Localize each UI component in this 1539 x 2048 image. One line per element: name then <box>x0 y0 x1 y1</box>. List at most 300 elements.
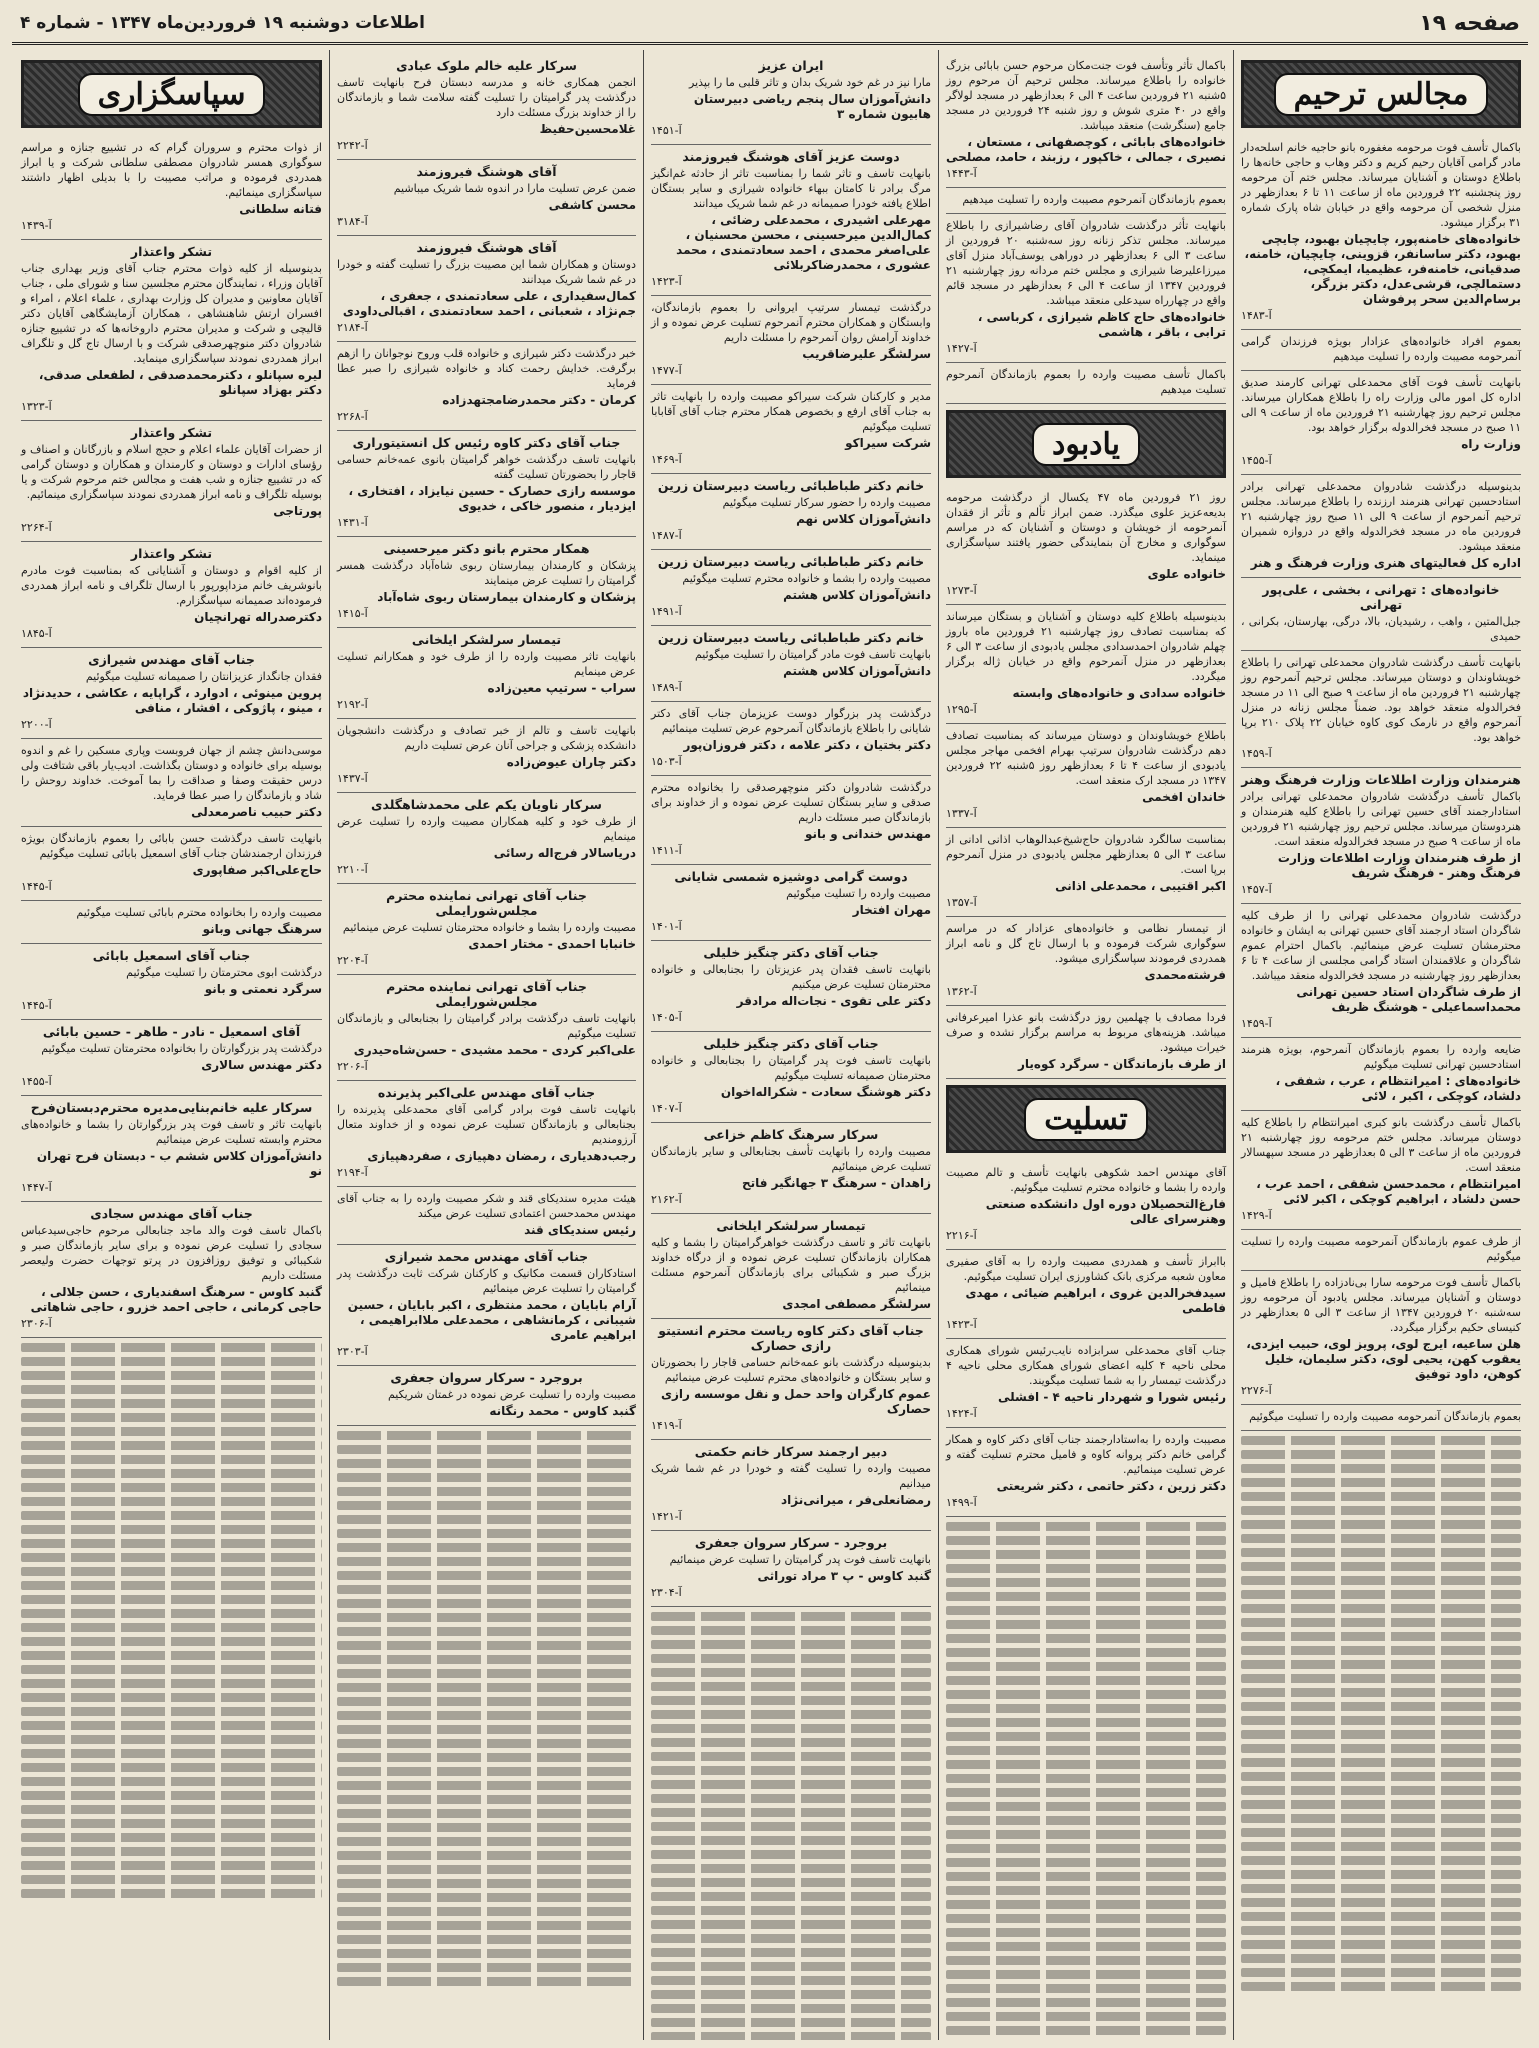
notice-body: بانهایت تاسف فقدان پدر عزیزتان را بجنابعالی و خانواده محترمتان تسلیت عرض میکنیم <box>651 963 931 991</box>
notice <box>21 944 322 1020</box>
notice <box>1241 1230 1521 1271</box>
notice <box>946 1339 1226 1428</box>
text-line <box>1241 1576 1521 1585</box>
text-line <box>946 1536 1226 1545</box>
text-line <box>337 1641 636 1650</box>
notice <box>337 1187 636 1245</box>
notice-ref: آ-۱۴۴۷ <box>21 1181 52 1194</box>
text-line <box>1241 1450 1521 1459</box>
notice-body: بانهایت تاسف فوت پدر گرامیتان را تسلیت عرض مینمائیم <box>669 1553 931 1566</box>
filler-lines <box>1241 1436 1521 1991</box>
notice-ref: آ-۱۳۵۷ <box>946 896 977 909</box>
text-line <box>337 1599 636 1608</box>
notice-body: بانهایت تاسف درگذشت برادر گرامیتان را بجنابعالی و بازماندگان تسلیت میگوئیم <box>337 1012 636 1040</box>
notice-body: باکمال تأسف درگذشت شادروان محمدعلی تهرانی برادر استادارجمند آقای حسین تهرانی را باطلاع کلیه هنرمندان و هنردوستان میرساند. مجلس ترحیم روز چهارشنبه ۲۱ فروردین ماه از ساعت ۹ صبح در مسجد فخرالدوله منعقد است. <box>1241 790 1521 848</box>
text-line <box>946 1690 1226 1699</box>
notice <box>337 719 636 793</box>
notice-ref: آ-۱۲۹۵ <box>946 703 977 716</box>
notice <box>651 1123 931 1214</box>
notice <box>337 54 636 160</box>
text-line <box>946 1634 1226 1643</box>
notice-body: دوستان و همکاران شما این مصیبت بزرگ را تسلیت گفته و خودرا در غم شما شریک میدانند <box>337 258 636 286</box>
notice <box>651 1214 931 1319</box>
notice-signature: رمضانعلی‌فر ، میرانی‌نژاد <box>780 1493 931 1507</box>
notice-signature: رئیس شورا و شهردار ناحیه ۴ - افشلی <box>997 1390 1226 1404</box>
notice-body: باطلاع خویشاوندان و دوستان میرساند که بمناسبت تصادف دهم درگذشت شادروان سرتیپ بهرام افخمی مهاجر مجلس یادبودی از ساعت ۴ تا ۶ بعدازظهر روز ۵شنبه ۲۲ فروردین ۱۳۴۷ در مسجد ارک منعقد است. <box>946 729 1226 787</box>
notice-ref: آ-۱۴۱۵ <box>337 607 368 620</box>
columns <box>14 50 1528 2040</box>
text-line <box>946 1886 1226 1895</box>
text-line <box>337 1921 636 1930</box>
notice-body: بدینوسیله درگذشت شادروان محمدعلی تهرانی برادر استادحسین تهرانی هنرمند ارزنده را باطلاع میرساند. مجلس ترحیم آنمرحوم از ساعت ۹ الی ۱۱ صبح روز چهارشنبه ۲۱ فروردین ماه در مسجد فخرالدوله واقع در دروازه شمیران منعقد میشود. <box>1241 480 1521 553</box>
notice-signature: دکتر علی تقوی - نجات‌اله مرادقر <box>736 994 931 1008</box>
text-line <box>21 1777 322 1786</box>
notice-signature: سرهنگ جهانی وبانو <box>202 922 322 936</box>
notice-signature: خانواده‌های حاج کاظم شیرازی ، کرباسی ، ترابی ، باقر ، هاشمی <box>977 310 1226 339</box>
text-line <box>337 1767 636 1776</box>
notice <box>651 385 931 474</box>
notice-signature: دکترصدرا‌له تهرانچیان <box>194 610 322 624</box>
text-line <box>946 2026 1226 2035</box>
notice <box>21 827 322 901</box>
notice-ref: آ-۱۴۳۹ <box>21 219 52 232</box>
notice-signature: سراب - سرتیپ معین‌زاده <box>487 681 636 695</box>
notice-ref: آ-۱۴۴۵ <box>21 999 52 1012</box>
notice-signature: خانواده سدادی و خانواده‌های وابسته <box>1012 686 1226 700</box>
notice-body: مصیبت وارده را بشما و خانواده محترمتان تسلیت عرض مینمائیم <box>342 921 636 934</box>
text-line <box>946 1662 1226 1671</box>
text-line <box>337 1851 636 1860</box>
notice-signature: خانواده‌های خامنه‌پور، چایچیان بهبود، چایچی بهبود، دکتر ساسانفر، قزوینی، چایچیان، خامنه، صدقیانی، خامنه‌فر، عظیمیا، ایمکچی، دستمالچی، قرشی‌عدل، دکتر بزرگر، برسام‌الدین سحر پرفوشان <box>1244 232 1521 306</box>
notice-title: هنرمندان وزارت اطلاعات وزارت فرهنگ وهنر <box>1241 772 1521 787</box>
notice-body: بانهایت تأسف فوت آقای محمدعلی تهرانی کارمند صدیق اداره کل امور مالی وزارت راه را باطلاع همکاران میرساند. مجلس ترحیم روز چهارشنبه ۲۱ فروردین ماه از ساعت ۹ الی ۱۱ صبح در مسجد فخرالدوله برگزار خواهد بود. <box>1241 376 1521 434</box>
notice-body: بانهایت تأثر درگذشت شادروان آقای رضاشیرازی را باطلاع میرساند. مجلس تذکر زنانه روز سه‌شنبه ۲۰ فروردین از ساعت ۳ الی ۶ بعدازظهر در دوراهی یوسف‌آباد منزل آقای میرزاعلیرضا شیرازی و مجلس ختم مردانه روز چهارشنبه ۲۱ فروردین ۱۳۴۷ از ساعت ۴ الی ۶ بعدازظهر در مسجد قائم واقع در چهارراه سیدعلی منعقد میباشد. <box>946 219 1226 307</box>
text-line <box>946 1592 1226 1601</box>
notice <box>21 648 322 739</box>
text-line <box>651 1948 931 1957</box>
text-line <box>337 1529 636 1538</box>
text-line <box>1241 1912 1521 1921</box>
notice <box>1241 475 1521 578</box>
notice <box>651 145 931 296</box>
column-5 <box>14 50 329 2040</box>
notice-signature: هلن ساعیه، ایرج لوی، پرویز لوی، حبیب ایزدی، یعقوب کهن، یحیی لوی، دکتر سلیمان، خلیل کوهن، داود توفیق <box>1246 1337 1521 1381</box>
text-line <box>1241 1688 1521 1697</box>
notice-body: بانهایت تاسف و تالم از خبر تصادف و درگذشت دانشجویان دانشکده پزشکی و جراحی آنان عرض تسلیت داریم <box>337 724 636 752</box>
notice-signature: از طرف شاگردان استاد حسین تهرانی محمداسماعیلی - هوشنگ ظریف <box>1296 985 1521 1014</box>
notice-body: درگذشت پدر بزرگوارتان را بخانواده محترمتان تسلیت میگوئیم <box>41 1042 322 1055</box>
text-line <box>337 1543 636 1552</box>
notice-signature: اکبر اقتیبی ، محمدعلی اذانی <box>1055 879 1226 893</box>
notice <box>21 240 322 421</box>
notice-body: استادکاران قسمت مکانیک و کارکنان شرکت ثابت درگذشت پدر گرامیتان را تسلیت عرض مینمائیم <box>337 1267 636 1295</box>
text-line <box>21 1735 322 1744</box>
notice-ref: آ-۱۸۴۵ <box>21 627 52 640</box>
text-line <box>337 1613 636 1622</box>
banner-majales: مجالس ترحیم <box>1241 60 1521 128</box>
notice-title: آقای هوشنگ فیروزمند <box>416 240 557 255</box>
notice-signature: اداره کل فعالیتهای هنری وزارت فرهنگ و هنر <box>1250 556 1521 570</box>
text-line <box>337 1963 636 1972</box>
notice-signature: پورتاجی <box>273 504 322 518</box>
text-line <box>21 1511 322 1520</box>
text-line <box>21 1707 322 1716</box>
notice-body: بانهایت تأسف درگذشت شادروان محمدعلی تهرانی را باطلاع خویشاوندان و دوستان میرساند. مجلس ترحیم آنمرحوم روز چهارشنبه ۲۱ فروردین ماه از ساعت ۹ صبح الی ۱۱ در مسجد فخرالدوله منعقد خواهد بود. ضمناً مجلس زنانه در منزل آنمرحوم واقع در نارمک کوی کاوه خیابان ۲۲ پلاک ۲۱۰ برپا خواهد بود. <box>1241 656 1521 744</box>
notice-signature: خاندان افخمی <box>1142 790 1226 804</box>
notice-body: درگذشت شادروان محمدعلی تهرانی را از طرف کلیه شاگردان استاد ارجمند آقای حسین تهرانی به ایشان و خانواده محترمشان تسلیت عرض مینمائیم. باکمال احترام عموم شاگردان و علاقمندان استاد گرامی مجلسی از ساعت ۴ تا ۶ بعدازظهر روز چهارشنبه در مسجد فخرالدوله منعقد میباشد. <box>1241 909 1521 982</box>
notice-body: موسی‌دانش چشم از جهان فروبست وپاری مسکین را غم و اندوه بوسیله برای خانواده و دوستان بگذاشت. ادیب‌یار باقی شتافت ولی درس حقیقت وصفا و صداقت را بما آموخت. خداوند روحش را شاد و بازماندگان را صبر عطا فرماید. <box>21 744 322 802</box>
notice <box>651 1032 931 1123</box>
notice-ref: آ-۲۳۰۶ <box>21 1317 52 1330</box>
notice-signature: مهران افتخار <box>852 903 931 917</box>
text-line <box>1241 1926 1521 1935</box>
notice <box>651 474 931 550</box>
notice-body: مصیبت وارده را تسلیت گفته و خودرا در غم شما شریک میدانیم <box>651 1462 931 1490</box>
notice-signature: سرلشگر علیرضاقریب <box>802 347 931 361</box>
notice <box>21 901 322 944</box>
text-line <box>337 1515 636 1524</box>
notice-signature: خانواده‌های بابائی ، کوچصفهانی ، مستعان ، نصیری ، جمالی ، خاکپور ، رزبند ، حامد، مصلحی <box>945 135 1226 164</box>
notice-body: از تیمسار نظامی و خانواده‌های عزادار که در مراسم سوگواری شرکت فرموده و با ارسال تاج گل و نامه ابراز همدردی فرمودند سپاسگزاری میشود. <box>946 922 1226 965</box>
text-line <box>1241 1940 1521 1949</box>
notice <box>1241 371 1521 475</box>
notice-body: پزشکان و کارمندان بیمارستان ربوی شاه‌آباد درگذشت همسر گرامیتان را تسلیت عرض مینمایند <box>337 559 636 587</box>
notice-body: مصیبت وارده را به‌استادارجمند جناب آقای دکتر کاوه و همکار گرامی خانم دکتر پروانه کاوه و فامیل محترم تسلیت گفته و عرض تسلیت مینمائیم. <box>946 1433 1226 1476</box>
text-line <box>337 1865 636 1874</box>
notice-ref: آ-۱۴۶۹ <box>651 453 682 466</box>
notice-title: ایران عزیز <box>758 58 824 73</box>
notice-title: جناب آقای دکتر کاوه ریاست محترم انستیتو رازی حصارک <box>658 1323 924 1353</box>
notice <box>946 188 1226 214</box>
notice <box>337 793 636 884</box>
text-line <box>946 1606 1226 1615</box>
notice-signature: وزارت راه <box>1461 437 1521 451</box>
notice-signature: گنبد کاوس - سرهنگ اسفندیاری ، حسن جلالی ، حاجی کرمانی ، حاجی احمد خزرو ، حاجی شاهاتی <box>30 1285 322 1314</box>
notice-ref: آ-۲۱۹۲ <box>337 698 368 711</box>
notice <box>337 342 636 431</box>
notice-signature: گنبد کاوس - پ ۳ مراد توراثی <box>757 1569 931 1583</box>
notice-body: بعموم بازماندگان آنمرحومه مصیبت وارده را تسلیت میگوئیم <box>1249 1410 1521 1423</box>
notice-signature: مهرعلی اشیدری ، محمدعلی رضائی ، کمال‌الدین میرحسینی ، محسن محسنیان ، علی‌اصغر محمدی ، احمد سعادتمندی ، محمد عشوری ، محمدرضاکربلائی <box>676 213 931 272</box>
text-line <box>651 1780 931 1789</box>
notice-body: مصیبت وارده را بخانواده محترم بابائی تسلیت میگوئیم <box>76 906 322 919</box>
notice <box>21 1202 322 1338</box>
text-line <box>1241 1968 1521 1977</box>
column-2 <box>938 50 1233 2040</box>
notice <box>1241 1111 1521 1230</box>
notice-signature: از طرف بازماندگان - سرگرد کوه‌یار <box>1018 1057 1226 1071</box>
text-line <box>21 1665 322 1674</box>
text-line <box>337 1949 636 1958</box>
notice-signature: کمال‌سفیداری ، علی سعادتمندی ، جعفری ، جم‌نژاد ، شعبانی ، احمد سعادتمندی ، اقبالی‌داودی <box>342 289 636 318</box>
notice <box>337 884 636 975</box>
text-line <box>21 1889 322 1898</box>
text-line <box>946 2012 1226 2021</box>
notice-signature: علی‌اکبر کردی - محمد مشیدی - حسن‌شاه‌حیدری <box>353 1043 636 1057</box>
notice-signature: عموم کارگران واحد حمل و نقل موسسه رازی حصارک <box>660 1387 931 1416</box>
text-line <box>337 1473 636 1482</box>
notice-body: مصیبت وارده را حضور سرکار تسلیت میگوئیم <box>722 496 931 509</box>
notice <box>337 160 636 236</box>
notice <box>946 1161 1226 1250</box>
notice-ref: آ-۱۴۵۹ <box>1241 747 1272 760</box>
notice <box>21 1020 322 1096</box>
notice-ref: آ-۲۲۱۶ <box>946 1229 977 1242</box>
text-line <box>946 1844 1226 1853</box>
notice <box>1241 136 1521 330</box>
text-line <box>651 1626 931 1635</box>
notice-ref: آ-۲۲۱۰ <box>337 863 368 876</box>
text-line <box>651 1962 931 1971</box>
text-line <box>21 1581 322 1590</box>
text-line <box>21 1539 322 1548</box>
notice <box>21 739 322 827</box>
text-line <box>337 1823 636 1832</box>
notice-signature: پروین مینوئی ، ادوارد ، گراپایه ، عکاشی ، حدیدنژاد ، مینو ، پاژوکی ، افشار ، منافی <box>22 686 322 715</box>
notice-ref: آ-۱۴۵۱ <box>651 124 682 137</box>
text-line <box>651 1808 931 1817</box>
text-line <box>946 1984 1226 1993</box>
notice-title: جناب آقای تهرانی نماینده محترم مجلس‌شورایملی <box>386 979 587 1009</box>
text-line <box>1241 1478 1521 1487</box>
notice-signature: گنبد کاوس - محمد رنگانه <box>489 1404 636 1418</box>
text-line <box>1241 1520 1521 1529</box>
notice <box>1241 1038 1521 1111</box>
text-line <box>337 1907 636 1916</box>
text-line <box>651 1850 931 1859</box>
notice-body: جناب آقای محمدعلی سرابزاده نایب‌رئیس شورای همکاری محلی ناحیه ۴ کلیه اعضای شورای همکاری محلی ناحیه ۴ درگذشت تیمسار را به شما تسلیت میگویند. <box>946 1344 1227 1387</box>
text-line <box>21 1343 322 1352</box>
notice-signature: آرام بابایان ، محمد منتظری ، اکبر بابایان ، حسین شیبانی ، کرمانشاهی ، محمدعلی ملاابراهیمی ، ابراهیم عامری <box>347 1298 636 1342</box>
notice-ref: آ-۱۳۳۷ <box>946 807 977 820</box>
notice <box>1241 768 1521 904</box>
notice-body: بانهایت تاثر و تاسف درگذشت خواهرگرامیتان را بشما و کلیه همکاران بازماندگان تسلیت عرض نموده و از درگاه خداوند بزرگ صبر و شکیبائی برای بازماندگان آنمرحوم مسئلت مینمائیم <box>651 1236 931 1294</box>
text-line <box>1241 1436 1521 1445</box>
text-line <box>21 1805 322 1814</box>
text-line <box>337 1431 636 1440</box>
text-line <box>946 1522 1226 1531</box>
text-line <box>21 1413 322 1422</box>
notice-ref: آ-۱۳۲۳ <box>21 400 52 413</box>
notice-ref: آ-۱۴۹۹ <box>946 1496 977 1509</box>
text-line <box>337 1725 636 1734</box>
notice-ref: آ-۱۴۱۹ <box>651 1419 682 1432</box>
notice-signature: محسن کاشفی <box>548 198 636 212</box>
notice-ref: آ-۲۳۰۴ <box>651 1586 682 1599</box>
text-line <box>1241 1884 1521 1893</box>
notice-signature: مهندس خندانی و بانو <box>804 827 931 841</box>
text-line <box>946 1956 1226 1965</box>
notice-title: سرکار علیه خانم‌بنایی‌مدیره محترم‌دبستان‌فرح <box>30 1100 313 1115</box>
text-line <box>21 1553 322 1562</box>
notice-signature: دکتر زرین ، دکتر حاتمی ، دکتر شریعتی <box>996 1479 1226 1493</box>
notice <box>946 917 1226 1006</box>
notice-body: باکمال تأسف درگذشت بانو کبری امیرانتظام را باطلاع کلیه دوستان میرساند. مجلس ختم مرحومه روز چهارشنبه ۲۱ فروردین ماه از ساعت ۳ الی ۵ بعدازظهر در مسجد سپهسالار منعقد است. <box>1241 1116 1521 1174</box>
notice <box>946 1006 1226 1079</box>
text-line <box>1241 1674 1521 1683</box>
notice-body: باکمال تأسف مصیبت وارده را بعموم بازماندگان آنمرحوم تسلیت میدهیم <box>946 368 1226 396</box>
notice-signature: غلامحسین‌حفیظ <box>539 122 636 136</box>
notice-body: بانهایت تاثر مصیبت وارده را از طرف خود و همکارانم تسلیت عرض مینمایم <box>337 650 636 678</box>
text-line <box>651 1682 931 1691</box>
notice <box>651 865 931 941</box>
notice <box>651 776 931 865</box>
text-line <box>946 1550 1226 1559</box>
text-line <box>1241 1660 1521 1669</box>
notice-body: آقای مهندس احمد شکوهی بانهایت تأسف و تالم مصیبت وارده را بشما و خانواده محترم تسلیت میگوئیم. <box>946 1166 1226 1194</box>
notice-title: جناب آقای دکتر کاوه رئیس کل انستیتوراری <box>352 435 621 450</box>
text-line <box>651 1654 931 1663</box>
text-line <box>1241 1842 1521 1851</box>
notice-body: بمناسبت سالگرد شادروان حاج‌شیخ‌عبدالوهاب اذانی ادانی از ساعت ۳ الی ۵ بعدازظهر مجلس یادبودی در منزل آنمرحوم برپا است. <box>946 833 1226 876</box>
text-line <box>21 1497 322 1506</box>
text-line <box>1241 1828 1521 1837</box>
text-line <box>946 1704 1226 1713</box>
notice-title: سرکار ناویان یکم علی محمدشاهگلدی <box>371 797 602 812</box>
text-line <box>651 1710 931 1719</box>
notice-signature: دانش‌آموزان کلاس هشتم <box>783 588 931 602</box>
text-line <box>946 1872 1226 1881</box>
text-line <box>946 1816 1226 1825</box>
notice-title: آقای اسمعیل - نادر - طاهر - حسین بابائی <box>42 1024 301 1039</box>
text-line <box>21 1441 322 1450</box>
notice-body: فقدان جانگداز عزیزانتان را صمیمانه تسلیت میگوئیم <box>85 670 322 683</box>
notice <box>946 54 1226 188</box>
notice-signature: سرلشگر مصطفی امجدی <box>782 1297 931 1311</box>
notice-title: خانم دکتر طباطبائی ریاست دبیرستان زرین <box>657 554 925 569</box>
notice-title: جناب آقای تهرانی نماینده محترم مجلس‌شورایملی <box>386 888 587 918</box>
text-line <box>651 1794 931 1803</box>
text-line <box>21 1595 322 1604</box>
filler-lines <box>21 1343 322 1898</box>
notice-body: روز ۲۱ فروردین ماه ۴۷ یکسال از درگذشت مرحومه بدیعه‌عزیز علوی میگذرد. ضمن ابراز تألم و تأثر از فقدان آنمرحومه از خویشان و دوستان و آشنایان که در مراسم سوگواری و مخارج آن بنمایندگی حضور یافتند سپاسگزاری مینماید. <box>946 491 1226 564</box>
banner-sepasgozari: سپاسگزاری <box>21 60 322 128</box>
notice-body: ضایعه وارده را بعموم بازماندگان آنمرحوم، بویژه هنرمند استادحسین تهرانی تسلیت میگوئیم <box>1241 1043 1521 1071</box>
notice <box>651 1440 931 1531</box>
text-line <box>337 1683 636 1692</box>
notice <box>337 537 636 628</box>
notice <box>946 1428 1226 1517</box>
issue-info: اطلاعات دوشنبه ۱۹ فروردین‌ماه ۱۳۴۷ - شماره ۴ <box>20 13 425 33</box>
text-line <box>21 1679 322 1688</box>
notice-body: بانهایت تاسف درگذشت خواهر گرامیتان بانوی عمه‌خانم حسامی قاجار را بحضورتان تسلیت گفته <box>337 453 636 481</box>
text-line <box>946 1718 1226 1727</box>
notice-ref: آ-۱۴۵۷ <box>1241 883 1272 896</box>
notice <box>1241 651 1521 768</box>
notice <box>651 1319 931 1440</box>
text-line <box>21 1455 322 1464</box>
notice-ref: آ-۱۴۱۱ <box>651 844 682 857</box>
text-line <box>21 1427 322 1436</box>
notice-body: از طرف عموم بازماندگان آنمرحومه مصیبت وارده را تسلیت میگوئیم <box>1241 1235 1521 1263</box>
notice-body: انجمن همکاری خانه و مدرسه دبستان فرح بانهایت تاسف درگذشت پدر گرامیتان را تسلیت گفته سلامت شما و بازماندگان را از خداوند بزرگ مسئلت دارد <box>337 76 636 119</box>
text-line <box>21 1483 322 1492</box>
text-line <box>651 1934 931 1943</box>
notice-body: بدینوسیله از کلیه ذوات محترم جناب آقای وزیر بهداری جناب آقایان وزراء ، نمایندگان محترم مجلسین سنا و شورای ملی ، جناب آقایان معاونین و مدیران کل وزارت بهداری ، علماء اعلام ، امراء و افسران ارتش شاهنشاهی ، همکاران آزمایشگاهی آقایان دکتر قالیچی و شرکت و مدیران محترم داروخانه‌ها که در تشییع جنازه شادروان دکتر منوچهرصدقی شرکت و با ارسال تاج گل و تلگراف ابراز همدردی نمودند سپاسگزاری مینماید. <box>21 262 322 365</box>
text-line <box>1241 1590 1521 1599</box>
text-line <box>1241 1464 1521 1473</box>
notice <box>651 550 931 626</box>
notice-ref: آ-۱۴۲۱ <box>651 1510 682 1523</box>
text-line <box>946 1970 1226 1979</box>
notice-ref: آ-۱۴۰۱ <box>651 920 682 933</box>
notice <box>337 1366 636 1426</box>
notice-body: مصیبت وارده را تسلیت میگوئیم <box>786 887 931 900</box>
notice-ref: آ-۱۴۴۵ <box>21 880 52 893</box>
notice-body: بدینوسیله باطلاع کلیه دوستان و آشنایان و بستگان میرساند که بمناسبت تصادف روز چهارشنبه ۲۱ فروردین ماه باروز چهلم شادروان احمدسدادی مجلس یادبودی از ساعت ۳ الی ۶ بعدازظهر در منزل آنمرحوم واقع در خیابان ژاله برگزار میگردد. <box>946 610 1226 683</box>
text-line <box>21 1469 322 1478</box>
notice-body: از ذوات محترم و سروران گرام که در تشییع جنازه و مراسم سوگواری همسر شادروان مصطفی سلطانی شرکت و یا ابراز همدردی فرموده و مراتب مصیبت را با بدیلی اظهار داشتند سپاسگزاری مینمائیم. <box>21 141 322 199</box>
notice <box>946 363 1226 404</box>
notice <box>1241 1271 1521 1405</box>
notice <box>651 54 931 145</box>
text-line <box>21 1763 322 1772</box>
notice-signature: رئیس سندیکای قند <box>524 1223 636 1237</box>
text-line <box>337 1459 636 1468</box>
text-line <box>651 2018 931 2027</box>
notice-title: تشکر واعتذار <box>130 425 213 440</box>
notice-body: جبل‌المتین ، واهب ، رشیدیان، بالا، درگی، بهارستان، بکرانی ، حمیدی <box>1241 615 1521 643</box>
notice-title: تشکر واعتذار <box>130 244 213 259</box>
text-line <box>21 1385 322 1394</box>
notice <box>337 1245 636 1366</box>
notice-title: جناب آقای دکتر چنگیز خلیلی <box>703 1036 879 1051</box>
notice-signature: سرگرد نعمتی و بانو <box>204 982 322 996</box>
notice-ref: آ-۱۴۸۷ <box>651 529 682 542</box>
notice-title: خانم دکتر طباطبائی ریاست دبیرستان زرین <box>657 630 925 645</box>
text-line <box>946 1788 1226 1797</box>
text-line <box>1241 1856 1521 1865</box>
text-line <box>1241 1646 1521 1655</box>
notice-body: بانهایت تاسف و تاثر شما را بمناسبت تاثر از حادثه غم‌انگیز مرگ برادر نا کامتان ببهاء خانواده شیرازی و سایر بستگان اطلاع یافته خودرا صمیمانه در غم شما شریک میدانند <box>651 167 931 210</box>
notice-ref: آ-۲۲۰۴ <box>337 954 368 967</box>
notice-body: باکمال تأثر وتأسف فوت جنت‌مکان مرحوم حسن بابائی بزرگ خانواده را باطلاع میرساند. مجلس ترحیم آن مرحوم روز ۵شنبه ۲۱ فروردین ساعت ۴ الی ۶ بعدازظهر در مسجد لولاگر واقع در ۴۰ متری شوش و روز شنبه ۲۴ فروردین در مسجد جامع (سنگرشت) منعقد میباشد. <box>946 59 1226 132</box>
notice-title: جناب آقای اسمعیل بابائی <box>92 948 251 963</box>
text-line <box>337 1753 636 1762</box>
text-line <box>21 1819 322 1828</box>
notice-body: باکمال تأسف فوت مرحومه مغفوره بانو حاجیه خانم اسلحه‌دار مادر گرامی آقایان رحیم کریم و دکتر وهاب و حاجی خانه‌ها را باطلاع دوستان و آشنایان میرساند. مجلس ختم آن مرحومه روز پنجشنبه ۲۲ فروردین ماه از ساعت ۱۱ تا ۶ بعدازظهر در منزل شخصی آن مرحومه واقع در خیابان شاه پارک شماره ۳۱ برگزار میشود. <box>1241 141 1522 229</box>
notice <box>946 828 1226 917</box>
text-line <box>946 1942 1226 1951</box>
filler-lines <box>946 1522 1226 2040</box>
text-line <box>1241 1562 1521 1571</box>
text-line <box>1241 1786 1521 1795</box>
text-line <box>337 1557 636 1566</box>
notice-body: باابراز تأسف و همدردی مصیبت وارده را به آقای صفیری معاون شعبه مرکزی بانک کشاورزی ایران تسلیت میگوئیم. <box>946 1255 1226 1283</box>
notice <box>651 296 931 385</box>
notice-body: فردا مصادف با چهلمین روز درگذشت بانو عذرا امیرعرفانی میباشد. هزینه‌های مربوط به مراسم برگزار نشده و صرف خیرات میشود. <box>946 1011 1226 1054</box>
text-line <box>1241 1772 1521 1781</box>
notice-ref: آ-۱۴۲۹ <box>1241 1209 1272 1222</box>
notice-ref: آ-۲۳۰۳ <box>337 1345 368 1358</box>
text-line <box>1241 1730 1521 1739</box>
text-line <box>946 1732 1226 1741</box>
text-line <box>1241 1604 1521 1613</box>
notice-body: باکمال تاسف فوت والد ماجد جنابعالی مرحوم حاجی‌سیدعباس سجادی را تسلیت عرض نموده و برای سایر بازماندگان صبر و شکیبائی و توفیق روزافزون در پرتو توجهات حضرت ولیعصر مسئلت داریم <box>21 1224 322 1282</box>
notice-signature: امیرانتظام ، محمدحسن شفقی ، احمد عرب ، حسن دلشاد ، ابراهیم کوچکی ، اکبر لائی <box>1256 1177 1521 1206</box>
text-line <box>337 1697 636 1706</box>
notice-signature: کرمان - دکتر محمدرضامجتهدزاده <box>442 393 636 407</box>
text-line <box>1241 1814 1521 1823</box>
text-line <box>337 1669 636 1678</box>
notice <box>651 1531 931 1607</box>
notice-signature: دکتر هوشنگ سعادت - شکراله‌اخوان <box>720 1085 931 1099</box>
notice-signature: فتانه سلطانی <box>239 202 322 216</box>
text-line <box>337 1739 636 1748</box>
text-line <box>1241 1758 1521 1767</box>
text-line <box>651 1612 931 1621</box>
notice-title: تشکر واعتذار <box>130 546 213 561</box>
